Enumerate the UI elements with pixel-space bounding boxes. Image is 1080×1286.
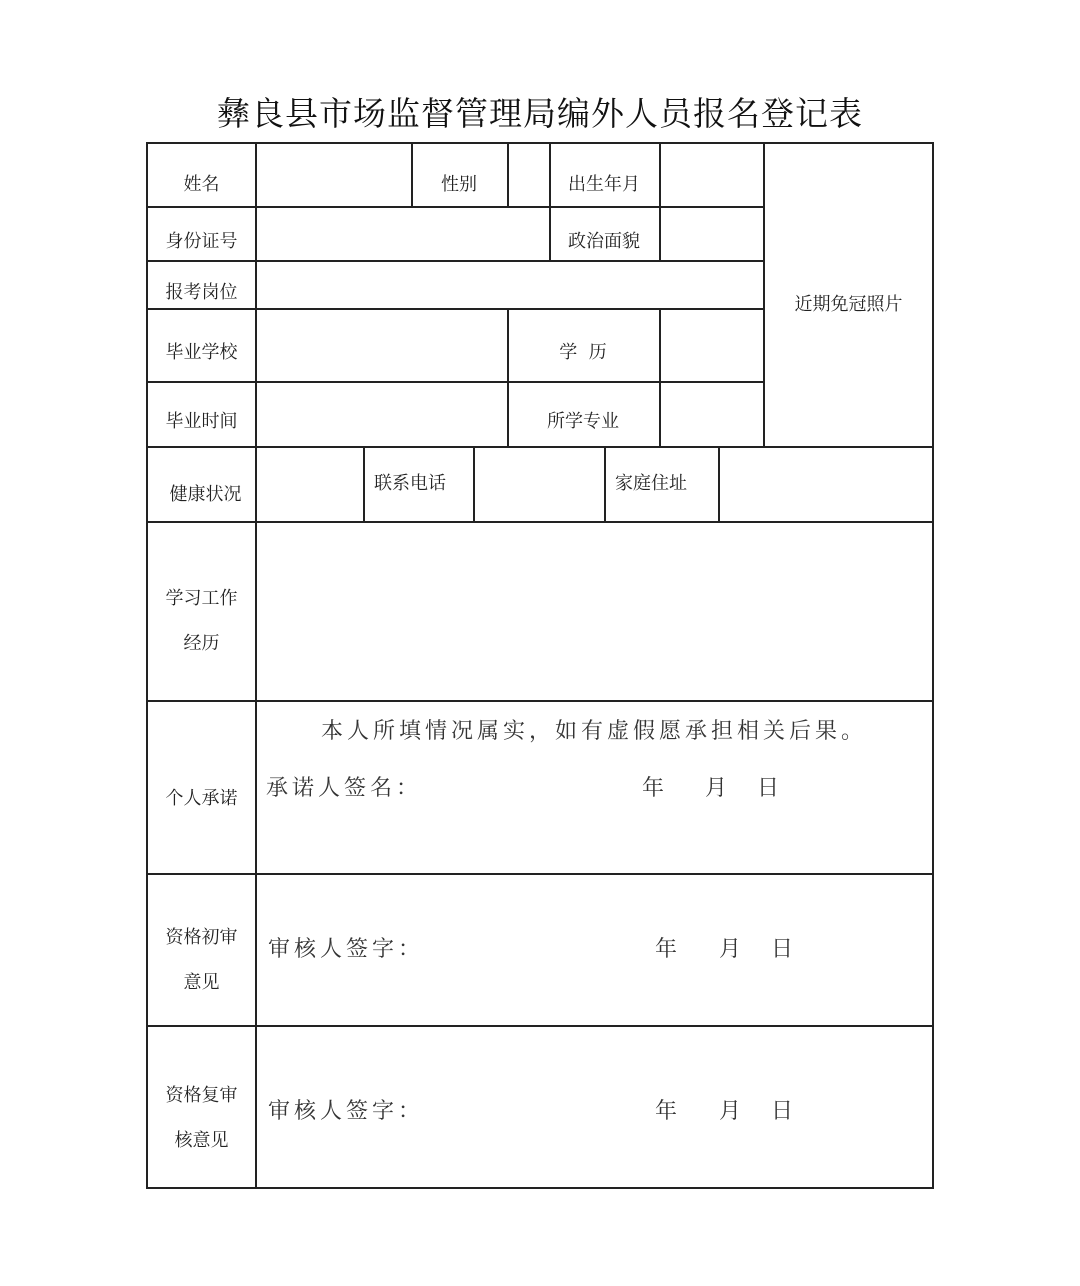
commitment-year: 年 — [642, 776, 669, 801]
initial-review-signer-label: 审核人签字： — [268, 937, 425, 962]
grid-line — [604, 446, 606, 521]
final-review-signer-label: 审核人签字： — [268, 1099, 425, 1124]
initial-review-label: 资格初审 — [165, 927, 238, 948]
final-review-day: 日 — [771, 1099, 798, 1124]
grid-line — [148, 381, 256, 383]
education-label: 学 历 — [559, 342, 607, 363]
experience-field[interactable] — [257, 523, 934, 700]
position-field[interactable] — [257, 262, 763, 308]
position-label: 报考岗位 — [165, 282, 238, 303]
address-field[interactable] — [720, 448, 934, 521]
name-label: 姓名 — [183, 174, 220, 195]
grid-line — [148, 700, 934, 702]
phone-label: 联系电话 — [374, 473, 446, 494]
grid-line — [148, 873, 934, 875]
political-field[interactable] — [661, 208, 763, 260]
initial-review-signature-field[interactable] — [418, 933, 638, 967]
final-review-month: 月 — [719, 1099, 746, 1124]
id-number-field[interactable] — [257, 208, 549, 260]
final-review-label: 资格复审 — [165, 1085, 238, 1106]
political-label: 政治面貌 — [568, 231, 640, 252]
registration-form — [146, 142, 934, 1189]
commitment-month: 月 — [705, 776, 732, 801]
gender-field[interactable] — [509, 144, 549, 206]
birth-label: 出生年月 — [568, 174, 640, 195]
commitment-statement: 本人所填情况属实，如有虚假愿承担相关后果。 — [321, 719, 868, 744]
health-field[interactable] — [257, 448, 363, 521]
health-label: 健康状况 — [169, 484, 242, 505]
final-review-label-2: 核意见 — [174, 1130, 229, 1151]
initial-review-year: 年 — [655, 937, 682, 962]
grid-line — [363, 446, 365, 521]
grid-line — [411, 144, 413, 206]
grid-line — [148, 206, 256, 208]
major-label: 所学专业 — [547, 411, 619, 432]
final-review-signature-field[interactable] — [418, 1095, 638, 1129]
name-field[interactable] — [257, 144, 411, 206]
school-label: 毕业学校 — [165, 342, 238, 363]
photo-label: 近期免冠照片 — [794, 294, 903, 315]
grad-time-field[interactable] — [257, 383, 507, 446]
commitment-signer-label: 承诺人签名： — [266, 776, 423, 801]
birth-field[interactable] — [661, 144, 763, 206]
commitment-day: 日 — [757, 776, 784, 801]
school-field[interactable] — [257, 310, 507, 381]
final-review-year: 年 — [655, 1099, 682, 1124]
experience-label-2: 经历 — [183, 633, 220, 654]
commitment-signature-field[interactable] — [418, 772, 628, 806]
id-number-label: 身份证号 — [165, 231, 238, 252]
experience-label: 学习工作 — [165, 588, 238, 609]
gender-label: 性别 — [441, 174, 477, 195]
page-title: 彝良县市场监督管理局编外人员报名登记表 — [217, 94, 863, 133]
grid-line — [148, 1025, 934, 1027]
initial-review-day: 日 — [771, 937, 798, 962]
initial-review-label-2: 意见 — [183, 972, 220, 993]
commitment-label: 个人承诺 — [165, 788, 238, 809]
major-field[interactable] — [661, 383, 763, 446]
phone-field[interactable] — [475, 448, 604, 521]
grad-time-label: 毕业时间 — [165, 411, 238, 432]
education-field[interactable] — [661, 310, 763, 381]
initial-review-month: 月 — [719, 937, 746, 962]
address-label: 家庭住址 — [615, 473, 687, 494]
